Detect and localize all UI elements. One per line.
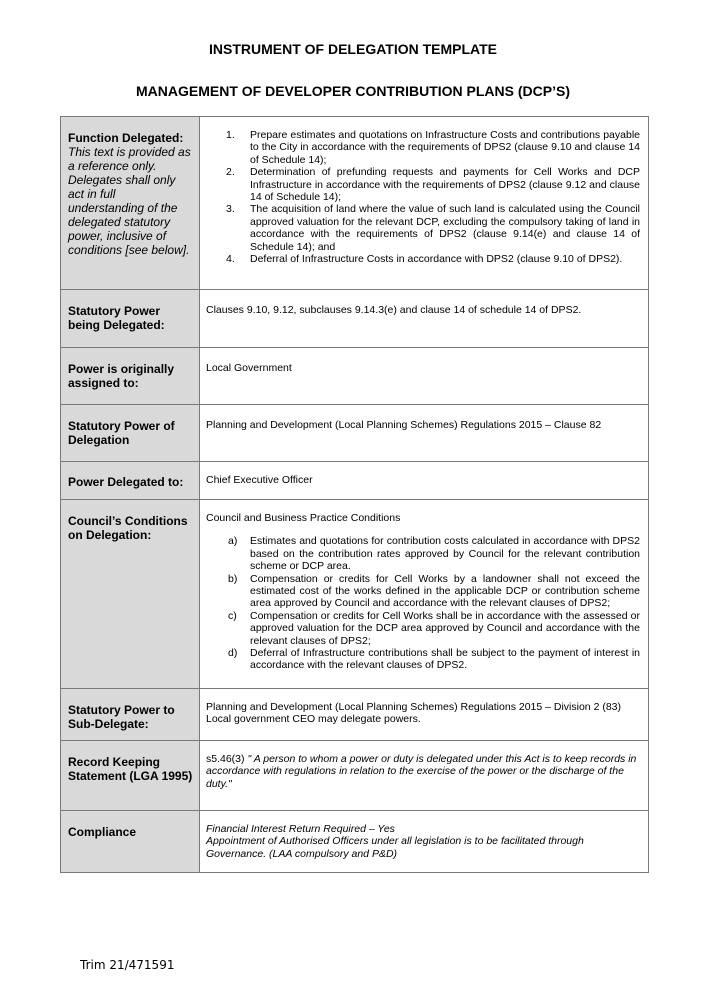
statutory-power-value: Clauses 9.10, 9.12, subclauses 9.14.3(e) and clause 14 of schedule 14 of DPS2. bbox=[206, 304, 582, 316]
list-item: 4. Deferral of Infrastructure Costs in accordance with DPS2 (clause 9.10 of DPS2). bbox=[226, 253, 623, 266]
list-item: 1. Prepare estimates and quotations on Infrastructure Costs and contributions payable to the City in accordance with the requirements of DPS2 (clause 9.10 and clause 14 of Schedule 14); bbox=[226, 129, 640, 166]
value-cell bbox=[200, 117, 649, 290]
row-function-delegated bbox=[61, 117, 649, 290]
compliance-label: Compliance bbox=[68, 825, 137, 839]
delegated-to-value: Chief Executive Officer bbox=[206, 474, 313, 486]
row-power-of-delegation bbox=[61, 405, 649, 462]
power-of-delegation-value: Planning and Development (Local Planning Schemes) Regulations 2015 – Clause 82 bbox=[206, 419, 602, 431]
compliance-line-1: Financial Interest Return Required – Yes bbox=[206, 823, 395, 835]
row-sub-delegate bbox=[61, 689, 649, 741]
row-statutory-power bbox=[61, 290, 649, 348]
list-item: 2. Determination of prefunding requests and payments for Cell Works and DCP Infrastructure in accordance with the requirements of DPS2 (clause 9.12 and clause 14 of Schedule 14); bbox=[226, 166, 640, 204]
originally-assigned-label: Power is originally assigned to: bbox=[68, 362, 175, 390]
originally-assigned-value: Local Government bbox=[206, 362, 292, 374]
row-compliance bbox=[61, 811, 649, 873]
conditions-label: Council’s Conditions on Delegation: bbox=[68, 514, 188, 542]
delegated-to-label: Power Delegated to: bbox=[68, 475, 184, 489]
document-subtitle: MANAGEMENT OF DEVELOPER CONTRIBUTION PLANS (DCP’S) bbox=[135, 83, 570, 99]
sub-delegate-label: Statutory Power to Sub-Delegate: bbox=[68, 703, 175, 731]
conditions-intro: Council and Business Practice Conditions bbox=[206, 512, 401, 524]
list-item: 3. The acquisition of land where the value of such land is calculated using the Council approved valuation for the relevant DCP, excluding the compulsory taking of land in accordance with the requirements of DPS2 (clause 9.14(e) and clause 14 of Schedule 14); and bbox=[226, 203, 640, 253]
record-keeping-label: Record Keeping Statement (LGA 1995) bbox=[68, 755, 193, 783]
reference-note: This text is provided as a reference only. Delegates shall only act in full understanding of the delegated statutory power, inclusive of conditions [see below]. bbox=[68, 145, 191, 257]
statutory-power-label: Statutory Power being Delegated: bbox=[68, 304, 165, 332]
row-delegated-to bbox=[61, 462, 649, 500]
row-record-keeping bbox=[61, 741, 649, 811]
record-keeping-statement bbox=[206, 753, 640, 790]
function-delegated-label: Function Delegated: bbox=[68, 131, 184, 145]
function-list bbox=[206, 129, 640, 265]
document-title: INSTRUMENT OF DELEGATION TEMPLATE bbox=[208, 41, 498, 57]
list-item: b) Compensation or credits for Cell Works by a landowner shall not exceed the estimated cost of the works defined in the applicable DCP or contribution scheme area approved by Council and accordance with the relevant clauses of DPS2; bbox=[228, 572, 640, 610]
record-keeping-quote: " A person to whom a power or duty is delegated under this Act is to keep records in accordance with regulations in relation to the exercise of the power or the discharge of the duty." bbox=[206, 753, 637, 790]
label-cell bbox=[61, 117, 200, 290]
list-item: d) Deferral of Infrastructure contributions shall be subject to the payment of interest in accordance with the relevant clauses of DPS2. bbox=[228, 647, 640, 672]
list-item: a) Estimates and quotations for contribution costs calculated in accordance with DPS2 based on the contribution rates approved by Council for the relevant contribution scheme or DCP area. bbox=[228, 535, 640, 573]
delegation-table bbox=[60, 116, 649, 873]
list-item: c) Compensation or credits for Cell Works shall be in accordance with the assessed or approved valuation for the DCP area approved by Council and accordance with the relevant clauses of DPS2; bbox=[228, 609, 640, 647]
conditions-list bbox=[206, 535, 640, 671]
record-keeping-ref: s5.46(3) bbox=[206, 753, 245, 765]
sub-delegate-value: Planning and Development (Local Planning Schemes) Regulations 2015 – Division 2 (83) Local government CEO may delegate powers. bbox=[206, 701, 621, 726]
row-conditions bbox=[61, 500, 649, 689]
row-originally-assigned bbox=[61, 348, 649, 405]
power-of-delegation-label: Statutory Power of Delegation bbox=[68, 419, 175, 447]
trim-reference: Trim 21/471591 bbox=[80, 958, 175, 972]
compliance-line-2: Appointment of Authorised Officers under all legislation is to be facilitated through Governance. (LAA compulsory and P&D) bbox=[206, 835, 584, 860]
